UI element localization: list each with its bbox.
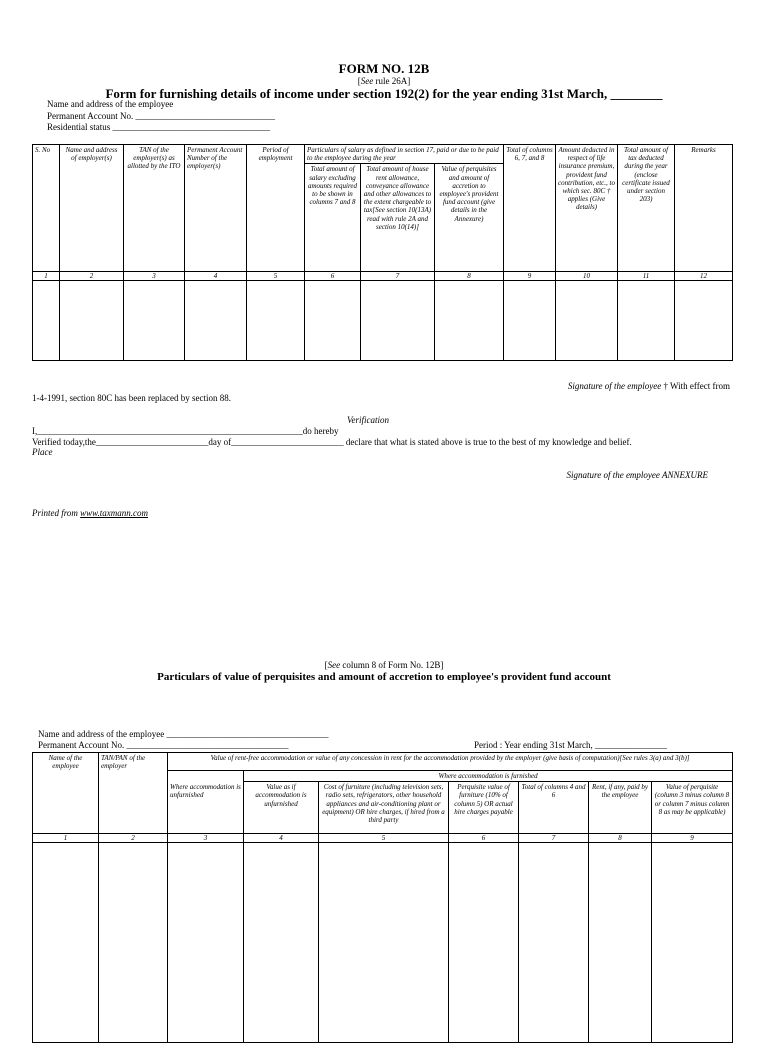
col-rent-free-value: Value of rent-free accommodation or value of any concession in rent for the accommodation provided by the employer (give basis of computation)[See rules 3(a) and 3(b)]: [168, 753, 733, 771]
see-prefix: [: [324, 660, 328, 670]
table-cell[interactable]: [556, 281, 618, 361]
table-cell[interactable]: [589, 843, 652, 1043]
annexure-period-field[interactable]: Period : Year ending 31st March, ________________: [474, 740, 667, 750]
employee-name-field[interactable]: Name and address of the employee: [47, 99, 174, 109]
col-number: 8: [589, 834, 652, 843]
subcol-furniture-cost: Cost of furniture (including television sets, radio sets, refrigerators, other household appliances and air-conditioning plant or equipment) OR hire charges, if hired from a third party: [319, 782, 449, 834]
col-number: 4: [244, 834, 319, 843]
table-cell[interactable]: [305, 281, 361, 361]
col-number: 2: [60, 272, 124, 281]
subcol-value-unfurnished: Value as if accommodation is unfurnished: [244, 782, 319, 834]
col-number: 3: [124, 272, 185, 281]
table-cell[interactable]: [519, 843, 589, 1043]
subcol-salary: Total amount of salary excluding amounts required to be shown in columns 7 and 8: [305, 164, 361, 272]
verification-signature: Signature of the employee ANNEXURE: [566, 470, 708, 480]
subcol-unfurnished: Where accommodation is unfurnished: [168, 782, 244, 834]
col-period: Period of employment: [247, 145, 305, 272]
subcol-allowances: Total amount of house rent allowance, conveyance allowance and other allowances to the extent chargeable to tax[See section 10(13A) read with rule 2A and section 10(14)]: [361, 164, 435, 272]
annexure-see-reference: [0, 660, 768, 670]
table-cell[interactable]: [185, 281, 247, 361]
subcol-total-4-6: Total of columns 4 and 6: [519, 782, 589, 834]
table-cell[interactable]: [652, 843, 733, 1043]
effect-note: † With effect from: [661, 381, 730, 391]
col-number: 10: [556, 272, 618, 281]
table-cell[interactable]: [168, 843, 244, 1043]
table-cell[interactable]: [60, 281, 124, 361]
pan-field[interactable]: Permanent Account No. _______________________________: [47, 111, 275, 121]
col-salary-particulars: Particulars of salary as defined in section 17, paid or due to be paid to the employee during the year: [305, 145, 504, 164]
col-employee-name: Name of the employee: [33, 753, 99, 834]
rule-reference: [See rule 26A]: [357, 76, 411, 86]
col-number: 3: [168, 834, 244, 843]
col-number: 4: [185, 272, 247, 281]
signature-line: [568, 381, 730, 391]
verification-date-field[interactable]: Verified today,the_________________________day of_________________________ declare that what is stated above is true to the best of my knowledge and belief.: [32, 437, 632, 447]
see-text: column 8 of Form No. 12B]: [340, 660, 444, 670]
form-heading: Form for furnishing details of income under section 192(2) for the year ending 31st March, ________: [105, 86, 663, 101]
rule-see: See: [360, 76, 374, 86]
col-80c-deduction: Amount deducted in respect of life insurance premium, provident fund contribution, etc., to which sec. 80C † applies (Give details): [556, 145, 618, 272]
col-tan: TAN of the employer(s) as allotted by the ITO: [124, 145, 185, 272]
form-title: FORM NO. 12B: [338, 61, 430, 76]
col-number: 6: [449, 834, 519, 843]
col-remarks: Remarks: [675, 145, 733, 272]
table-cell[interactable]: [361, 281, 435, 361]
verification-name-field[interactable]: I,___________________________________________________________do hereby: [32, 426, 339, 436]
subcol-perquisite-value: Value of perquisite (column 3 minus column 8 or column 7 minus column 8 as may be applicable): [652, 782, 733, 834]
col-number: 9: [504, 272, 556, 281]
signature-label: Signature of the employee: [567, 381, 662, 391]
table-row: [33, 281, 733, 361]
col-number: 5: [247, 272, 305, 281]
annexure-name-field[interactable]: Name and address of the employee ____________________________________: [38, 729, 329, 739]
col-pan: Permanent Account Number of the employer(s): [185, 145, 247, 272]
col-number: 9: [652, 834, 733, 843]
table-cell[interactable]: [504, 281, 556, 361]
col-total-6-7-8: Total of columns 6, 7, and 8: [504, 145, 556, 272]
table-cell[interactable]: [124, 281, 185, 361]
col-number: 2: [99, 834, 168, 843]
place-field[interactable]: Place: [32, 447, 53, 457]
col-number: 5: [319, 834, 449, 843]
blank-cell: [168, 771, 244, 782]
annexure-pan-field[interactable]: Permanent Account No. ____________________________________: [38, 740, 289, 750]
col-employer-name: Name and address of employer(s): [60, 145, 124, 272]
taxmann-link[interactable]: www.taxmann.com: [80, 508, 149, 518]
rule-text: rule 26A]: [373, 76, 411, 86]
form12b-table: [32, 144, 733, 361]
residential-status-field[interactable]: Residential status ___________________________________: [47, 122, 270, 132]
table-cell[interactable]: [435, 281, 504, 361]
col-tan-pan: TAN/PAN of the employer: [99, 753, 168, 834]
subcol-rent-paid: Rent, if any, paid by the employee: [589, 782, 652, 834]
table-cell[interactable]: [244, 843, 319, 1043]
col-number: 7: [519, 834, 589, 843]
table-cell[interactable]: [33, 281, 60, 361]
subcol-perquisites: Value of perquisites and amount of accretion to employee's provident fund account (give details in the Annexure): [435, 164, 504, 272]
annexure-heading: Particulars of value of perquisites and amount of accretion to employee's provident fund account: [157, 671, 611, 683]
table-cell[interactable]: [99, 843, 168, 1043]
subcol-furniture-perquisite: Perquisite value of furniture (10% of column 5) OR actual hire charges payable: [449, 782, 519, 834]
table-row: [33, 843, 733, 1043]
col-number: 7: [361, 272, 435, 281]
table-cell[interactable]: [449, 843, 519, 1043]
col-sno: S. No: [33, 145, 60, 272]
furnished-header: Where accommodation is furnished: [244, 771, 733, 782]
col-number: 1: [33, 272, 60, 281]
col-number: 6: [305, 272, 361, 281]
table-cell[interactable]: [618, 281, 675, 361]
table-cell[interactable]: [33, 843, 99, 1043]
col-number: 1: [33, 834, 99, 843]
section-note: 1-4-1991, section 80C has been replaced by section 88.: [32, 393, 231, 403]
printed-from-label: Printed from: [32, 508, 81, 518]
col-number: 8: [435, 272, 504, 281]
col-tax-deducted: Total amount of tax deducted during the year (enclose certificate issued under section 203): [618, 145, 675, 272]
table-cell[interactable]: [247, 281, 305, 361]
col-number: 11: [618, 272, 675, 281]
see-word: See: [327, 660, 341, 670]
table-cell[interactable]: [319, 843, 449, 1043]
table-cell[interactable]: [675, 281, 733, 361]
printed-from: [32, 508, 148, 518]
col-number: 12: [675, 272, 733, 281]
verification-title: Verification: [347, 415, 389, 425]
annexure-table: [32, 752, 733, 1043]
